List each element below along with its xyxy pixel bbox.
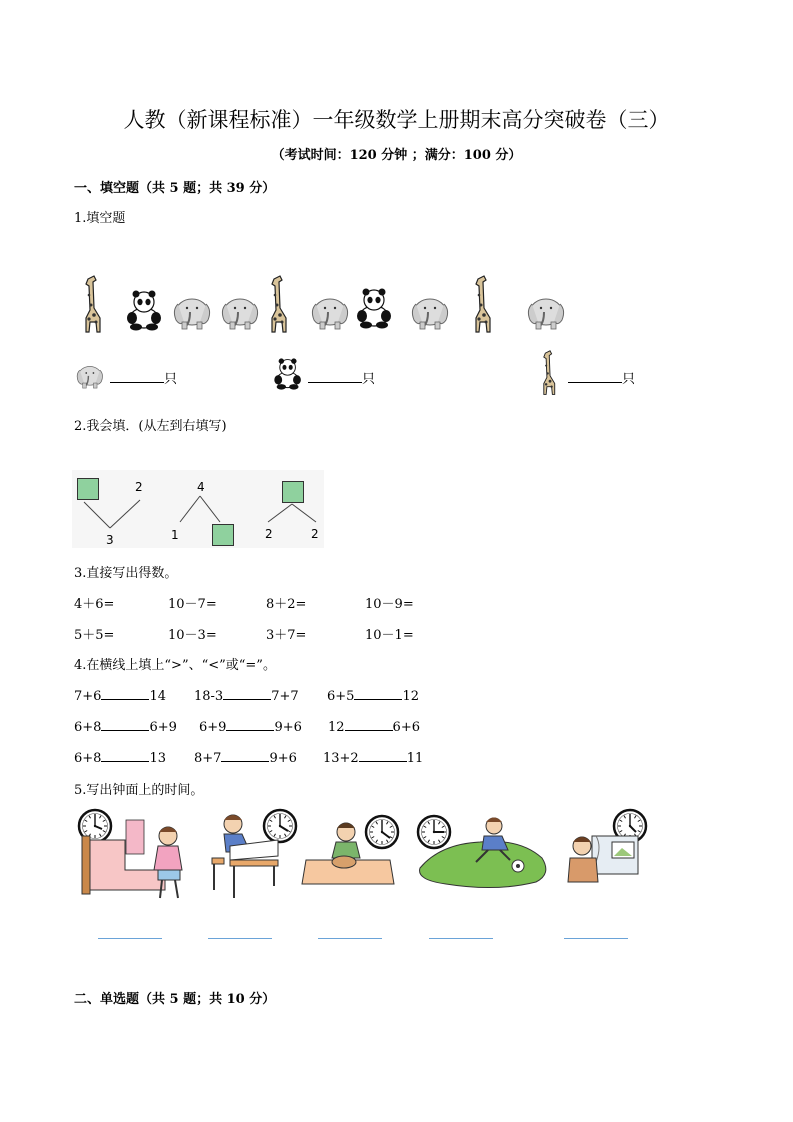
arithmetic-item: 3＋7= bbox=[266, 628, 307, 643]
comparison-item: 18-3 7+7 bbox=[194, 686, 299, 704]
comparison-item: 6+9 9+6 bbox=[199, 717, 302, 735]
unit-label: 只 bbox=[362, 372, 376, 387]
exam-info: （考试时间：120 分钟 ；满分：100 分） bbox=[271, 148, 522, 163]
question-2-label: 2.我会填．(从左到右填写) bbox=[74, 419, 227, 434]
comparison-item: 6+5 12 bbox=[327, 686, 419, 704]
bond-number: 4 bbox=[197, 480, 205, 494]
arithmetic-item: 5＋5= bbox=[74, 628, 115, 643]
time-answer-line[interactable] bbox=[429, 938, 493, 939]
clock-icon bbox=[264, 810, 296, 842]
bond-number: 1 bbox=[171, 528, 179, 542]
bond-number: 2 bbox=[135, 480, 143, 494]
time-answer-line[interactable] bbox=[564, 938, 628, 939]
window-scene-illustration bbox=[568, 836, 638, 882]
unit-label: 只 bbox=[164, 372, 178, 387]
comparison-item: 12 6+6 bbox=[328, 717, 420, 735]
time-answer-line[interactable] bbox=[98, 938, 162, 939]
page-title: 人教（新课程标准）一年级数学上册期末高分突破卷（三） bbox=[123, 108, 670, 132]
bond-number: 2 bbox=[265, 527, 273, 541]
comparison-item: 6+8 13 bbox=[74, 748, 166, 766]
arithmetic-item: 4＋6= bbox=[74, 597, 115, 612]
question-5-label: 5.写出钟面上的时间。 bbox=[74, 783, 204, 798]
arithmetic-item: 10－1= bbox=[365, 628, 414, 643]
unit-label: 只 bbox=[622, 372, 636, 387]
clock-icon bbox=[418, 816, 450, 848]
section-heading-multiple-choice: 二、单选题（共 5 题；共 10 分） bbox=[74, 992, 276, 1007]
arithmetic-item: 10－3= bbox=[168, 628, 217, 643]
time-answer-line[interactable] bbox=[208, 938, 272, 939]
clock-icon bbox=[366, 816, 398, 848]
comparison-item: 7+6 14 bbox=[74, 686, 166, 704]
arithmetic-item: 10－9= bbox=[365, 597, 414, 612]
question-4-label: 4.在横线上填上“>”、“<”或“=”。 bbox=[74, 658, 276, 673]
question-1-label: 1.填空题 bbox=[74, 211, 126, 226]
section-heading-fill-in: 一、填空题（共 5 题；共 39 分） bbox=[74, 181, 276, 196]
question-3-label: 3.直接写出得数。 bbox=[74, 566, 178, 581]
bond-number: 2 bbox=[311, 527, 319, 541]
comparison-item: 6+8 6+9 bbox=[74, 717, 177, 735]
comparison-item: 13+2 11 bbox=[323, 748, 423, 766]
time-answer-line[interactable] bbox=[318, 938, 382, 939]
comparison-item: 8+7 9+6 bbox=[194, 748, 297, 766]
bond-number: 3 bbox=[106, 533, 114, 547]
arithmetic-item: 8＋2= bbox=[266, 597, 307, 612]
arithmetic-item: 10－7= bbox=[168, 597, 217, 612]
